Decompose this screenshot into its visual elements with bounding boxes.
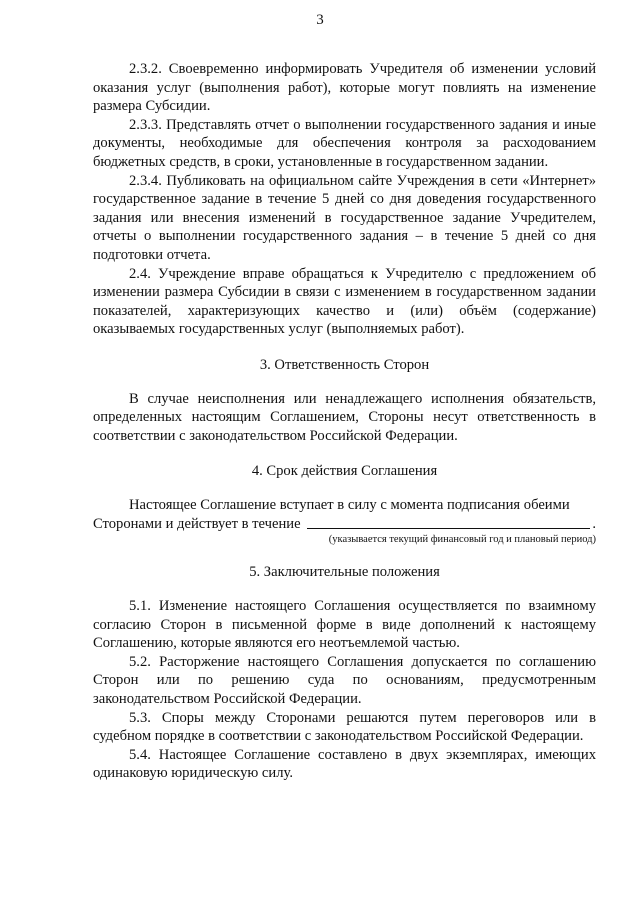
section-3-heading: 3. Ответственность Сторон	[259, 356, 430, 373]
term-line-end: .	[592, 515, 596, 532]
clause-2-3-2: 2.3.2. Своевременно информировать Учредителя об изменении условий оказания услуг (выполнения работ), которые могут повлиять на изменение размера Субсидии.	[93, 61, 596, 115]
page-number: 3	[316, 12, 324, 28]
section-4-heading: 4. Срок действия Соглашения	[251, 463, 438, 480]
clause-5-2: 5.2. Расторжение настоящего Соглашения допускается по соглашению Сторон или по решению суда по основаниям, предусмотренным законодательством Российской Федерации.	[93, 653, 596, 708]
section-4-text-line1: Настоящее Соглашение вступает в силу с момента подписания обеими	[129, 496, 570, 513]
section-5-heading: 5. Заключительные положения	[249, 564, 440, 581]
clause-2-3-4: 2.3.4. Публиковать на официальном сайте Учреждения в сети «Интернет» государственное задание в течение 5 дней со дня доведения государственного задания или внесения изменений в государственное задание Учредителем, отчеты о выполнении государственного задания – в течение 5 дней со дня подготовки отчета.	[93, 172, 596, 263]
section-3-text: В случае неисполнения или ненадлежащего исполнения обязательств, определенных настоящим Соглашением, Стороны несут ответственность в соответствии с законодательством Российской Федерации.	[93, 390, 596, 444]
term-note: (указывается текущий финансовый год и плановый период)	[328, 534, 596, 546]
clause-2-4: 2.4. Учреждение вправе обращаться к Учредителю с предложением об изменении размера Субсидии в связи с изменением в государственном задании показателей, характеризующих качество и (или) объём (содержание) оказываемых государственных услуг (выполняемых работ).	[93, 265, 596, 338]
section-4-term-line	[93, 514, 596, 533]
clause-5-3: 5.3. Споры между Сторонами решаются путем переговоров или в судебном порядке в соответствии с законодательством Российской Федерации.	[93, 709, 596, 745]
clause-2-3-3: 2.3.3. Представлять отчет о выполнении государственного задания и иные документы, необходимые для обеспечения контроля за расходованием бюджетных средств, в сроки, установленные в государственном задании.	[93, 116, 596, 170]
clause-5-1: 5.1. Изменение настоящего Соглашения осуществляется по взаимному согласию Сторон в письменной форме в виде дополнений к настоящему Соглашению, которые являются его неотъемлемой частью.	[93, 598, 596, 652]
clause-5-4: 5.4. Настоящее Соглашение составлено в двух экземплярах, имеющих одинаковую юридическую силу.	[93, 746, 596, 782]
term-blank-field	[307, 514, 591, 529]
document-body	[93, 60, 596, 783]
section-4-text-line2: Сторонами и действует в течение	[93, 515, 301, 532]
